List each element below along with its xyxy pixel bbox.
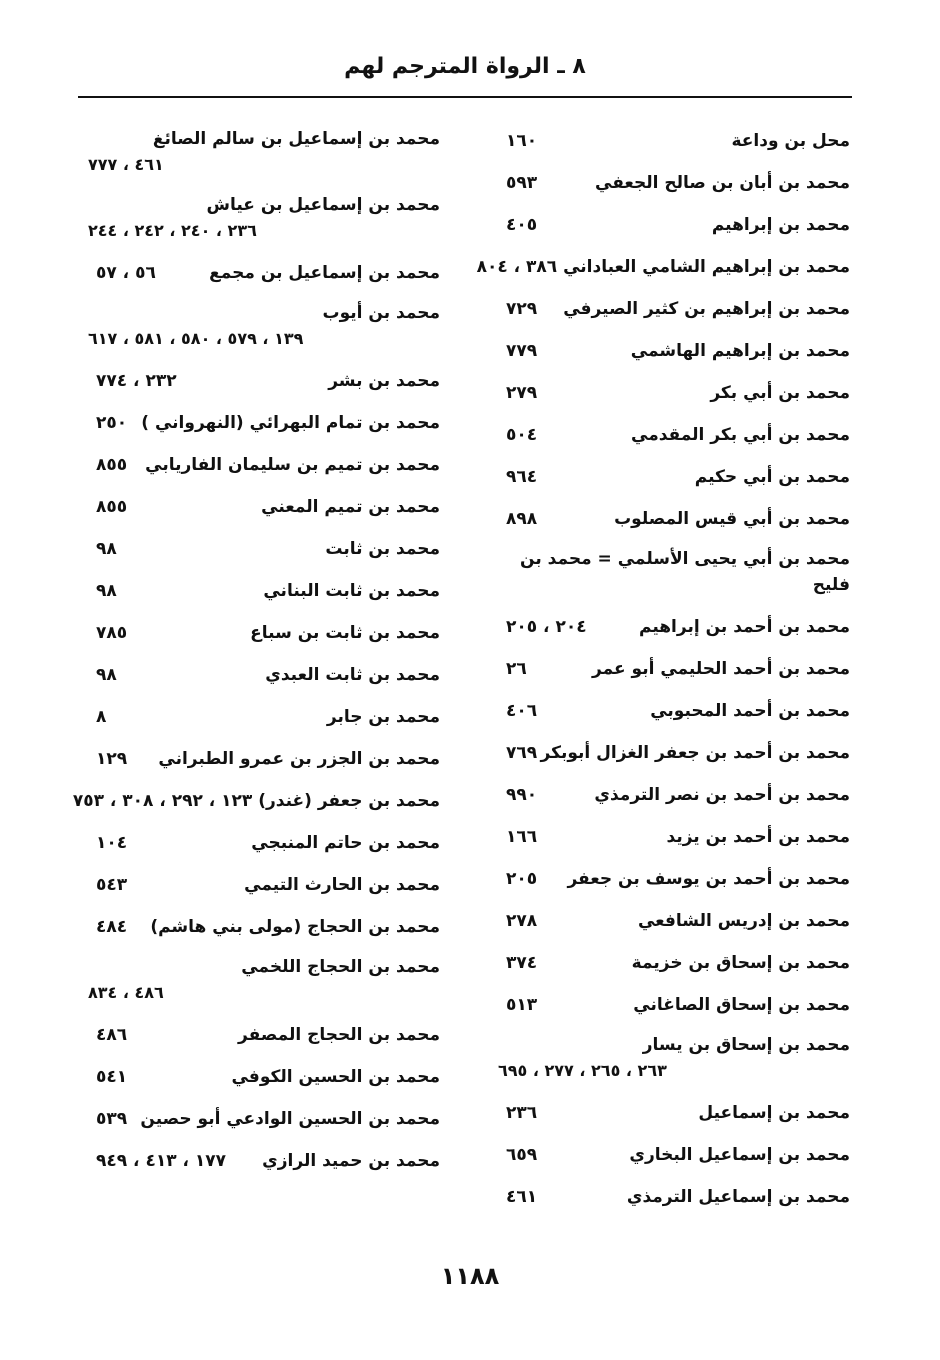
narrator-name: محمد بن أيوب (322, 303, 440, 323)
narrator-name: محمد بن ثابت (325, 539, 440, 559)
index-entry (88, 1144, 440, 1186)
index-entry (498, 502, 850, 544)
page-refs: ٢٠٥ (506, 869, 538, 889)
narrator-name: محمد بن أبان بن صالح الجعفي (595, 173, 850, 193)
page-refs: ٨ (96, 707, 107, 727)
index-entry (498, 652, 850, 694)
narrator-name: محمد بن إسحاق الصاغاني (633, 995, 850, 1015)
narrator-name: محمد بن تمام البهرائي (النهرواني ) (141, 413, 440, 433)
index-entry (88, 298, 440, 364)
index-entry (498, 1030, 850, 1096)
narrator-name: محمد بن إبراهيم الشامي العباداني ٣٨٦ ، ٨٠٤ (476, 257, 850, 277)
index-entry (88, 826, 440, 868)
page-refs: ٤٦١ ، ٧٧٧ (88, 155, 164, 174)
narrator-name: محمد بن إبراهيم بن كثير الصيرفي (563, 299, 850, 319)
page-refs: ١٧٧ ، ٤١٣ ، ٩٤٩ (96, 1151, 227, 1171)
narrator-name: محمد بن إسحاق بن خزيمة (631, 953, 850, 973)
index-entry (88, 124, 440, 190)
narrator-name: محمد بن إسماعيل الترمذي (626, 1187, 850, 1207)
index-entry (498, 334, 850, 376)
narrator-name: محمد بن أبي بكر المقدمي (631, 425, 850, 445)
index-entry (498, 544, 850, 610)
narrator-name: محمد بن أحمد بن يزيد (666, 827, 850, 847)
narrator-name: محمد بن الحارث التيمي (244, 875, 440, 895)
index-entry (88, 952, 440, 1018)
narrator-name: محمد بن تميم المعني (261, 497, 440, 517)
index-entry (88, 190, 440, 256)
narrator-name: محمد بن أبي حكيم (694, 467, 850, 487)
index-entry (498, 778, 850, 820)
index-entry (498, 694, 850, 736)
page-refs: ٢٣٦ ، ٢٤٠ ، ٢٤٢ ، ٢٤٤ (88, 221, 257, 240)
narrator-name: محمد بن تميم بن سليمان الفاريابي (145, 455, 440, 475)
page-refs: ١٦٦ (506, 827, 538, 847)
page-refs: ١٦٠ (506, 131, 538, 151)
page-refs: ٨٥٥ (96, 497, 128, 517)
index-entry (88, 700, 440, 742)
page-header-title: ٨ ـ الرواة المترجم لهم (344, 54, 586, 79)
index-entry (88, 1018, 440, 1060)
page-refs: ٢٦٣ ، ٢٦٥ ، ٢٧٧ ، ٦٩٥ (498, 1061, 667, 1080)
index-entry (498, 460, 850, 502)
narrator-name: محمد بن إسماعيل بن سالم الصائغ (152, 129, 440, 149)
page-refs: ٤٨٤ (96, 917, 128, 937)
narrator-name: محمد بن الحسين الكوفي (231, 1067, 440, 1087)
page-refs: ٤٨٦ ، ٨٣٤ (88, 983, 164, 1002)
index-entry (498, 1096, 850, 1138)
page-refs: ٢٧٨ (506, 911, 538, 931)
index-entry (498, 610, 850, 652)
index-entry (498, 946, 850, 988)
narrator-name: محمد بن إبراهيم (711, 215, 850, 235)
narrator-name: محمد بن أبي قيس المصلوب (614, 509, 850, 529)
index-entry (88, 406, 440, 448)
narrator-name: محمد بن ثابت البناني (263, 581, 440, 601)
narrator-name: محمد بن جعفر (غندر) ١٢٣ ، ٢٩٢ ، ٣٠٨ ، ٧٥٣ (72, 791, 440, 811)
index-entry (88, 532, 440, 574)
index-entry (498, 820, 850, 862)
page-refs: ٥٠٤ (506, 425, 538, 445)
narrator-name: محمد بن إسماعيل بن عياش (206, 195, 440, 215)
page-refs: ٧٨٥ (96, 623, 128, 643)
narrator-name: محمد بن بشر (328, 371, 440, 391)
page-refs: ١٠٤ (96, 833, 128, 853)
narrator-name: محمد بن إسماعيل بن مجمع (209, 263, 440, 283)
page-refs: ٦٥٩ (506, 1145, 538, 1165)
index-entry (498, 376, 850, 418)
page-refs: ٢٣٦ (506, 1103, 538, 1123)
index-entry (498, 124, 850, 166)
narrator-name: محمد بن أحمد بن إبراهيم (639, 617, 850, 637)
narrator-name: محمد بن جابر (326, 707, 440, 727)
page-refs: ٤٨٦ (96, 1025, 128, 1045)
page-refs: ٢٧٩ (506, 383, 538, 403)
page-refs: ٩٨ (96, 539, 117, 559)
narrator-name: محمد بن أبي بكر (710, 383, 850, 403)
index-entry (88, 1060, 440, 1102)
index-column-left (72, 124, 440, 1186)
narrator-name: محمد بن الحجاج المصفر (238, 1025, 440, 1045)
narrator-name: محل بن وداعة (731, 131, 850, 151)
index-entry (88, 1102, 440, 1144)
index-entry (498, 1138, 850, 1180)
page-refs: ٢٥٠ (96, 413, 128, 433)
narrator-name: محمد بن ثابت بن سباع (250, 623, 440, 643)
index-entry (476, 250, 850, 292)
page-refs: ٤٠٥ (506, 215, 538, 235)
page-refs: ٢٣٢ ، ٧٧٤ (96, 371, 177, 391)
narrator-name: محمد بن إسحاق بن يسار (642, 1035, 850, 1055)
narrator-name: محمد بن الحجاج (مولى بني هاشم) (150, 917, 440, 937)
page-refs: ٩٨ (96, 581, 117, 601)
index-entry (88, 490, 440, 532)
page-number: ١١٨٨ (440, 1262, 500, 1290)
index-entry (88, 256, 440, 298)
narrator-name: محمد بن أحمد بن جعفر الغزال أبوبكر (540, 743, 850, 763)
index-entry (498, 208, 850, 250)
index-entry (498, 1180, 850, 1222)
index-entry (88, 868, 440, 910)
index-column-right (476, 124, 850, 1222)
narrator-name: محمد بن أحمد المحبوبي (650, 701, 850, 721)
index-entry (498, 292, 850, 334)
narrator-name: محمد بن الجزر بن عمرو الطبراني (158, 749, 440, 769)
page-refs: ٨٩٨ (506, 509, 538, 529)
narrator-name: محمد بن إسماعيل البخاري (629, 1145, 850, 1165)
page-refs: ٧٢٩ (506, 299, 538, 319)
narrator-name: محمد بن أحمد بن يوسف بن جعفر (567, 869, 850, 889)
page-refs: ٥٤١ (96, 1067, 128, 1087)
narrator-name: محمد بن أحمد بن نصر الترمذي (594, 785, 850, 805)
page-refs: ٩٨ (96, 665, 117, 685)
narrator-name: محمد بن حميد الرازي (262, 1151, 440, 1171)
narrator-name: محمد بن حاتم المنبجي (251, 833, 440, 853)
index-entry (88, 658, 440, 700)
index-entry (498, 166, 850, 208)
index-entry (498, 736, 850, 778)
index-entry (72, 784, 440, 826)
page-refs: ٣٧٤ (506, 953, 538, 973)
page-refs: ٢٠٤ ، ٢٠٥ (506, 617, 587, 637)
page-refs: ٥٩٣ (506, 173, 538, 193)
page-refs: ٢٦ (506, 659, 527, 679)
page-refs: ١٢٩ (96, 749, 128, 769)
page-refs: ٧٧٩ (506, 341, 538, 361)
narrator-name: محمد بن الحجاج اللخمي (241, 957, 440, 977)
index-entry (88, 742, 440, 784)
index-entry (88, 616, 440, 658)
page-refs: ٤٦١ (506, 1187, 538, 1207)
index-entry (88, 364, 440, 406)
page-refs: ٥٦ ، ٥٧ (96, 263, 156, 283)
index-entry (498, 862, 850, 904)
page-refs: ٥٤٣ (96, 875, 128, 895)
narrator-name: محمد بن إدريس الشافعي (637, 911, 850, 931)
page-refs: ٩٩٠ (506, 785, 538, 805)
narrator-name: محمد بن أحمد الحليمي أبو عمر (592, 659, 850, 679)
narrator-name: محمد بن إبراهيم الهاشمي (630, 341, 850, 361)
index-entry (498, 904, 850, 946)
page-refs: ٥١٣ (506, 995, 538, 1015)
narrator-name: محمد بن ثابت العبدي (265, 665, 440, 685)
page-refs: ٧٦٩ (506, 743, 538, 763)
index-entry (498, 988, 850, 1030)
page-refs: ١٣٩ ، ٥٧٩ ، ٥٨٠ ، ٥٨١ ، ٦١٧ (88, 329, 304, 348)
page-refs: ٤٠٦ (506, 701, 538, 721)
index-entry (88, 574, 440, 616)
narrator-name: محمد بن إسماعيل (698, 1103, 850, 1123)
page-refs: ٥٣٩ (96, 1109, 128, 1129)
narrator-name: محمد بن الحسين الوادعي أبو حصين (140, 1109, 440, 1129)
index-entry (498, 418, 850, 460)
index-entry (88, 910, 440, 952)
page-refs: ٨٥٥ (96, 455, 128, 475)
index-entry (88, 448, 440, 490)
narrator-name: محمد بن أبي يحيى الأسلمي = محمد بن فليح (520, 549, 850, 595)
header-divider (78, 96, 852, 98)
page-refs: ٩٦٤ (506, 467, 538, 487)
